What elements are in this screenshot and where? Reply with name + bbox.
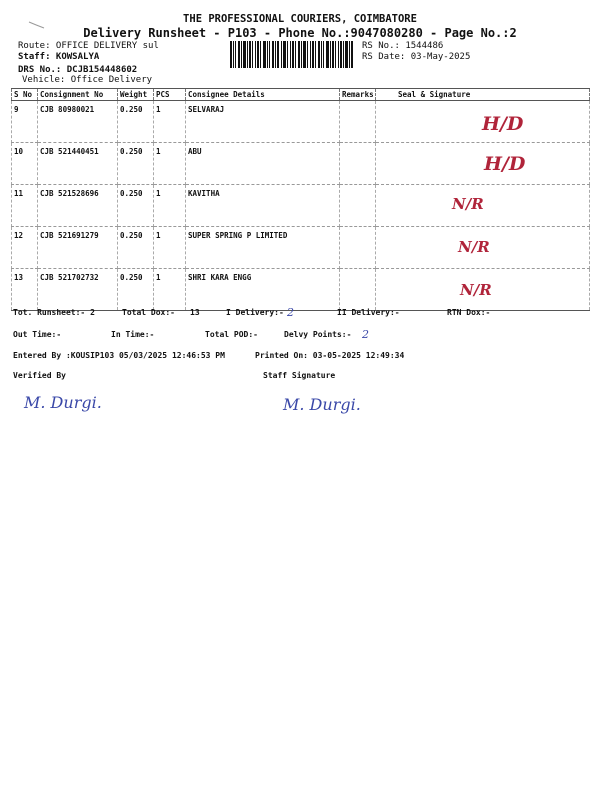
table-row [12,143,590,185]
cell-weight: 0.250 [118,143,154,185]
cell-consignment: CJB 521440451 [38,143,118,185]
handwritten-seal: N/R [452,195,484,213]
cell-pcs: 1 [154,269,186,311]
verified-by-label: Verified By [13,371,66,380]
staff-text: Staff: KOWSALYA [18,52,100,62]
cell-seal-signature [376,143,590,185]
cell-sno: 10 [12,143,38,185]
delvy-points-value: 2 [362,328,369,341]
rs-number: RS No.: 1544486 [362,41,444,51]
cell-seal-signature [376,227,590,269]
company-title: THE PROFESSIONAL COURIERS, COIMBATORE [183,13,417,25]
runsheet-table [11,88,590,311]
staff-signature: M. Durgi. [283,395,361,414]
verified-signature: M. Durgi. [24,393,102,412]
col-header-seal: Seal & Signature [376,89,590,101]
cell-sno: 9 [12,101,38,143]
tot-runsheet: Tot. Runsheet:- 2 [13,308,95,317]
total-pod-label: Total POD:- [205,330,258,339]
cell-consignment: CJB 521528696 [38,185,118,227]
cell-pcs: 1 [154,101,186,143]
cell-remarks [340,227,376,269]
out-time-label: Out Time:- [13,330,62,339]
cell-consignment: CJB 80980021 [38,101,118,143]
col-header-sno: S No [12,89,38,101]
total-dox-value: 13 [190,308,200,317]
handwritten-seal: H/D [482,113,524,135]
cell-seal-signature [376,101,590,143]
table-row [12,101,590,143]
cell-pcs: 1 [154,185,186,227]
cell-consignee: SUPER SPRING P LIMITED [186,227,340,269]
staff-signature-label: Staff Signature [263,371,336,380]
cell-pcs: 1 [154,143,186,185]
cell-seal-signature [376,185,590,227]
cell-remarks [340,185,376,227]
handwritten-seal: H/D [484,153,526,175]
i-delivery-label: I Delivery:- [226,308,284,317]
vehicle-text: Vehicle: Office Delivery [22,75,153,85]
cell-weight: 0.250 [118,101,154,143]
cell-remarks [340,143,376,185]
cell-consignee: KAVITHA [186,185,340,227]
col-header-consignment: Consignment No [38,89,118,101]
in-time-label: In Time:- [111,330,155,339]
route-text: Route: OFFICE DELIVERY sul [18,41,159,51]
cell-consignment: CJB 521691279 [38,227,118,269]
table-row [12,185,590,227]
col-header-pcs: PCS [154,89,186,101]
entered-by: Entered By :KOUSIP103 05/03/2025 12:46:53 PM [13,351,225,360]
cell-consignee: ABU [186,143,340,185]
delvy-points-label: Delvy Points:- [284,330,352,339]
i-delivery-value: 2 [287,306,294,319]
cell-consignee: SELVARAJ [186,101,340,143]
total-dox-label: Total Dox:- [122,308,175,317]
printed-on: Printed On: 03-05-2025 12:49:34 [255,351,405,360]
table-header-row [12,89,590,101]
ii-delivery-label: II Delivery:- [337,308,400,317]
table-row [12,269,590,311]
rtn-dox-label: RTN Dox:- [447,308,491,317]
col-header-consignee: Consignee Details [186,89,340,101]
cell-remarks [340,101,376,143]
cell-consignment: CJB 521702732 [38,269,118,311]
cell-seal-signature [376,269,590,311]
rs-date: RS Date: 03-May-2025 [362,52,471,62]
scan-mark-icon [28,20,46,30]
drs-number: DRS No.: DCJB154448602 [18,65,138,75]
handwritten-seal: N/R [460,281,492,299]
runsheet-title: Delivery Runsheet - P103 - Phone No.:9047080280 - Page No.:2 [83,26,517,40]
cell-weight: 0.250 [118,269,154,311]
handwritten-seal: N/R [458,238,490,256]
col-header-weight: Weight [118,89,154,101]
cell-remarks [340,269,376,311]
col-header-remarks: Remarks [340,89,376,101]
table-row [12,227,590,269]
cell-sno: 12 [12,227,38,269]
cell-consignee: SHRI KARA ENGG [186,269,340,311]
cell-weight: 0.250 [118,185,154,227]
cell-pcs: 1 [154,227,186,269]
cell-sno: 11 [12,185,38,227]
cell-weight: 0.250 [118,227,154,269]
barcode-icon [230,41,354,68]
cell-sno: 13 [12,269,38,311]
